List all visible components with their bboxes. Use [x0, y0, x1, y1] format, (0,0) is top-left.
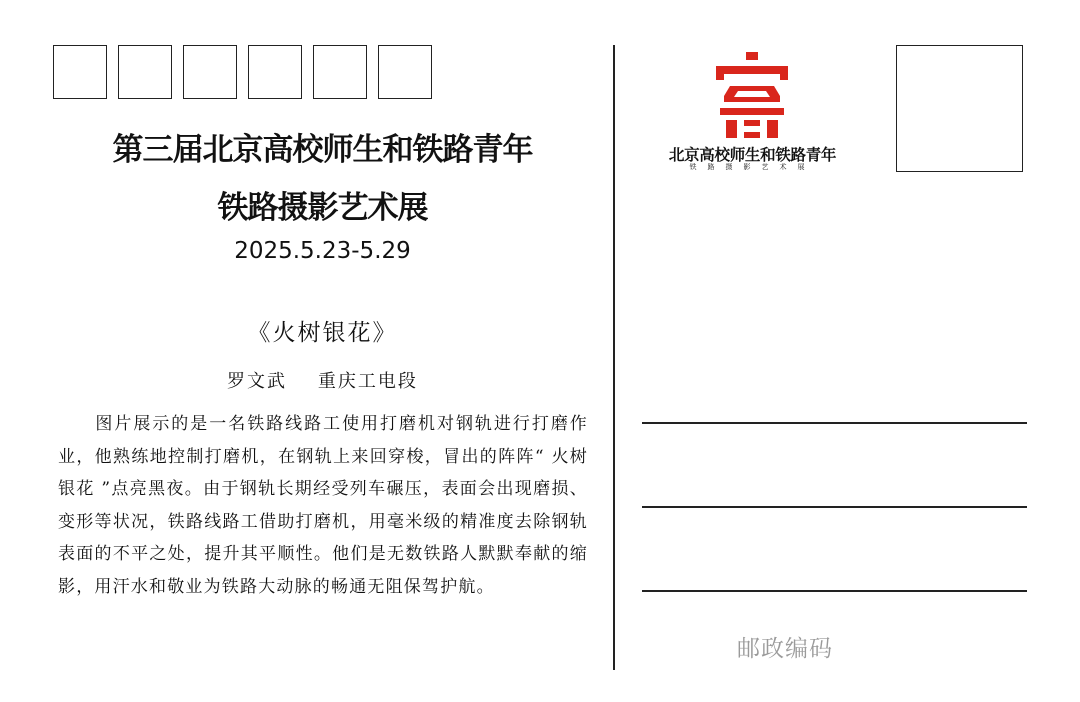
postcode-label: 邮政编码 [737, 636, 833, 662]
postal-code-box[interactable] [53, 45, 107, 99]
postal-code-box[interactable] [183, 45, 237, 99]
work-description: 图片展示的是一名铁路线路工使用打磨机对钢轨进行打磨作业，他熟练地控制打磨机，在钢轨上来回穿梭，冒出的阵阵“ 火树银花 ”点亮黑夜。由于钢轨长期经受列车碾压，表面会出现磨损、变形等状况，铁路线路工借助打磨机，用毫米级的精准度去除钢轨表面的不平之处，提升其平顺性。他们是无数铁路人默默奉献的缩影，用汗水和敬业为铁路大动脉的畅通无阻保驾护航。 [58, 414, 588, 597]
postcard-divider [613, 45, 615, 670]
logo-subtitle: 铁路摄影艺术展 [689, 163, 816, 171]
address-line[interactable] [642, 422, 1027, 424]
postal-code-box[interactable] [118, 45, 172, 99]
postal-code-box[interactable] [378, 45, 432, 99]
exhibition-date: 2025.5.23-5.29 [234, 238, 411, 264]
railway-exhibition-logo-icon [716, 52, 788, 138]
author-info: 罗文武 重庆工电段 [227, 371, 418, 392]
address-line[interactable] [642, 506, 1027, 508]
stamp-box [896, 45, 1023, 172]
postal-code-box[interactable] [313, 45, 367, 99]
address-line[interactable] [642, 590, 1027, 592]
work-title: 《火树银花》 [247, 320, 398, 346]
logo-brand-name: 北京高校师生和铁路青年 [668, 146, 837, 164]
exhibition-title-line-1: 第三届北京高校师生和铁路青年 [112, 132, 533, 168]
postal-code-box[interactable] [248, 45, 302, 99]
exhibition-title-line-2: 铁路摄影艺术展 [217, 190, 428, 226]
